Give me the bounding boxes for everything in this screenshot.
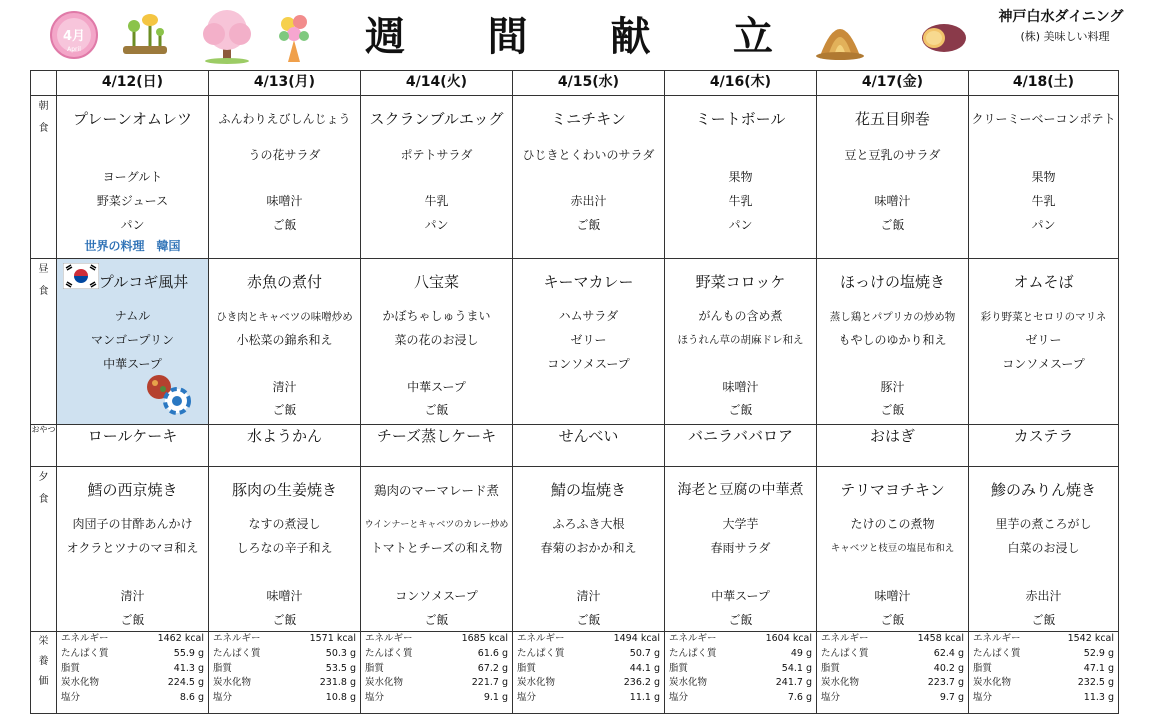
dish: ご飯	[272, 218, 297, 233]
nutrition-energy: エネルギー 1685 kcal	[365, 633, 508, 645]
lunch-cell	[969, 259, 1119, 424]
page-title	[355, 8, 785, 58]
lunch-cell	[361, 259, 513, 424]
date-header: 4/13(月)	[209, 71, 361, 96]
snack-cell: チーズ蒸しケーキ	[361, 424, 513, 466]
nutrition-cell	[361, 632, 513, 714]
dish: もやしのゆかり和え	[838, 333, 947, 348]
dish: パン	[728, 218, 753, 233]
nutrition-fat: 脂質 44.1 g	[517, 662, 660, 674]
main-dish: ミニチキン	[551, 110, 626, 129]
nutrition-protein: たんぱく質 50.7 g	[517, 647, 660, 659]
main-dish: 鯵のみりん焼き	[990, 481, 1096, 500]
nutrition-row	[31, 632, 1119, 714]
dish: 清汁	[272, 380, 297, 395]
dish: ご飯	[120, 613, 145, 628]
date-row	[31, 71, 1119, 96]
dish: ひじきとくわいのサラダ	[522, 148, 655, 163]
dish: トマトとチーズの和え物	[370, 541, 503, 556]
dinner-cell	[817, 467, 969, 632]
main-dish: プルコギ風丼	[98, 273, 189, 292]
nutrition-carb: 炭水化物 223.7 g	[821, 677, 964, 689]
dish: 味噌汁	[266, 589, 303, 604]
dish: ほうれん草の胡麻ドレ和え	[677, 334, 804, 347]
dish: ご飯	[424, 613, 449, 628]
dish: 果物	[728, 170, 753, 185]
dish: たけのこの煮物	[850, 517, 935, 532]
lunch-cell	[209, 259, 361, 424]
nutrition-energy: エネルギー 1494 kcal	[517, 633, 660, 645]
month-badge-icon	[48, 10, 100, 60]
bamboo-shoot-icon	[812, 8, 868, 60]
main-dish: ミートボール	[695, 110, 786, 129]
dish: ご飯	[1031, 613, 1056, 628]
dinner-cell	[361, 467, 513, 632]
nutrition-fat: 脂質 54.1 g	[669, 662, 812, 674]
dish: パン	[424, 218, 449, 233]
dish: ご飯	[576, 613, 601, 628]
dish: ウインナーとキャベツのカレー炒め	[364, 520, 509, 531]
dish: ハムサラダ	[558, 309, 619, 324]
nutrition-salt: 塩分 9.7 g	[821, 691, 964, 703]
nutrition-fat: 脂質 47.1 g	[973, 662, 1114, 674]
dish: 彩り野菜とセロリのマリネ	[980, 311, 1107, 324]
month-badge-text: 4月	[62, 29, 86, 44]
dish: 果物	[1031, 170, 1056, 185]
main-dish: 豚肉の生姜焼き	[231, 481, 337, 500]
main-dish: 赤魚の煮付	[246, 273, 322, 292]
date-header: 4/17(金)	[817, 71, 969, 96]
main-dish: 花五目卵巻	[854, 110, 930, 129]
main-dish: オムそば	[1013, 273, 1074, 292]
dish: 中華スープ	[407, 380, 466, 395]
dish: ご飯	[424, 403, 449, 418]
date-header: 4/18(土)	[969, 71, 1119, 96]
title-char: 立	[732, 13, 775, 60]
dinner-cell	[57, 467, 209, 632]
dish: 中華スープ	[103, 357, 162, 372]
breakfast-cell	[969, 96, 1119, 259]
bibimbap-icon	[143, 371, 195, 417]
dish: ふろふき大根	[552, 517, 625, 532]
nutrition-carb: 炭水化物 221.7 g	[365, 677, 508, 689]
main-dish: テリマヨチキン	[840, 481, 945, 500]
dish: 白菜のお浸し	[1007, 541, 1080, 556]
nutrition-protein: たんぱく質 55.9 g	[61, 647, 204, 659]
snack-cell: バニラババロア	[665, 424, 817, 466]
breakfast-cell	[361, 96, 513, 259]
dish: かぼちゃしゅうまい	[382, 309, 491, 324]
main-dish: スクランブルエッグ	[369, 110, 504, 129]
snack-label: おやつ	[31, 424, 57, 466]
dish: 里芋の煮ころがし	[995, 517, 1092, 532]
dish: 春雨サラダ	[710, 541, 771, 556]
breakfast-cell	[513, 96, 665, 259]
dish: ご飯	[272, 613, 297, 628]
nutrition-protein: たんぱく質 52.9 g	[973, 647, 1114, 659]
dish: ご飯	[728, 403, 753, 418]
dish: コンソメスープ	[547, 357, 630, 372]
nutrition-fat: 脂質 67.2 g	[365, 662, 508, 674]
dish: ポテトサラダ	[400, 148, 473, 163]
nutrition-cell	[817, 632, 969, 714]
nutrition-energy: エネルギー 1604 kcal	[669, 633, 812, 645]
dish: 菜の花のお浸し	[394, 333, 479, 348]
corner-cell	[31, 71, 57, 96]
nutrition-energy: エネルギー 1542 kcal	[973, 633, 1114, 645]
breakfast-cell	[817, 96, 969, 259]
dinner-cell	[969, 467, 1119, 632]
nutrition-salt: 塩分 9.1 g	[365, 691, 508, 703]
dish: マンゴープリン	[91, 333, 174, 348]
dish: ご飯	[880, 218, 905, 233]
nutrition-cell	[665, 632, 817, 714]
snack-cell: ロールケーキ	[57, 424, 209, 466]
dish: ご飯	[728, 613, 753, 628]
dish: 豆と豆乳のサラダ	[844, 148, 941, 163]
date-header: 4/12(日)	[57, 71, 209, 96]
dish: 清汁	[576, 589, 601, 604]
nutrition-carb: 炭水化物 241.7 g	[669, 677, 812, 689]
dish: しろなの辛子和え	[236, 541, 333, 556]
title-char: 週	[365, 13, 407, 60]
dish: 清汁	[120, 589, 145, 604]
main-dish: 海老と豆腐の中華煮	[677, 482, 804, 499]
nutrition-carb: 炭水化物 236.2 g	[517, 677, 660, 689]
dish: 牛乳	[728, 194, 753, 209]
snack-cell: せんべい	[513, 424, 665, 466]
breakfast-cell	[665, 96, 817, 259]
dish: 味噌汁	[874, 589, 911, 604]
snack-cell: おはぎ	[817, 424, 969, 466]
dish: ご飯	[576, 218, 601, 233]
nutrition-fat: 脂質 41.3 g	[61, 662, 204, 674]
dish: 小松菜の錦糸和え	[236, 333, 333, 348]
date-header: 4/14(火)	[361, 71, 513, 96]
nutrition-energy: エネルギー 1571 kcal	[213, 633, 356, 645]
nutrition-salt: 塩分 11.1 g	[517, 691, 660, 703]
weekly-menu-table	[30, 70, 1119, 714]
nutrition-fat: 脂質 53.5 g	[213, 662, 356, 674]
brand-name: 神戸白水ダイニング	[998, 9, 1124, 25]
dish: 牛乳	[424, 194, 449, 209]
dish: 春菊のおかか和え	[540, 541, 637, 556]
lunch-label: 昼 食	[31, 259, 57, 424]
flower-bouquet-icon	[274, 10, 314, 64]
page-header	[0, 0, 1160, 70]
nutrition-label: 栄 養 価	[31, 632, 57, 714]
dinner-label: 夕 食	[31, 467, 57, 632]
snack-cell: 水ようかん	[209, 424, 361, 466]
dish: キャベツと枝豆の塩昆布和え	[830, 543, 955, 555]
nutrition-salt: 塩分 7.6 g	[669, 691, 812, 703]
nutrition-energy: エネルギー 1462 kcal	[61, 633, 204, 645]
main-dish: 鶏肉のマーマレード煮	[373, 483, 499, 499]
dish: 野菜ジュース	[96, 194, 169, 209]
sweet-potato-icon	[918, 16, 968, 58]
dish: オクラとツナのマヨ和え	[66, 541, 199, 556]
snack-cell: カステラ	[969, 424, 1119, 466]
dish: コンソメスープ	[395, 589, 478, 604]
main-dish: 鯖の塩焼き	[550, 481, 626, 500]
nutrition-protein: たんぱく質 49 g	[669, 647, 812, 659]
lunch-cell	[665, 259, 817, 424]
dish: コンソメスープ	[1002, 357, 1085, 372]
nutrition-protein: たんぱく質 62.4 g	[821, 647, 964, 659]
main-dish: プレーンオムレツ	[72, 110, 193, 129]
main-dish: クリーミーベーコンポテト	[971, 112, 1116, 127]
breakfast-row	[31, 96, 1119, 259]
main-dish: 鱈の西京焼き	[87, 481, 178, 500]
dinner-cell	[513, 467, 665, 632]
dish: ひき肉とキャベツの味噌炒め	[216, 311, 353, 324]
dish: 中華スープ	[711, 589, 770, 604]
nutrition-energy: エネルギー 1458 kcal	[821, 633, 964, 645]
dish: パン	[120, 218, 145, 233]
dish: うの花サラダ	[248, 148, 321, 163]
dish: ナムル	[114, 309, 151, 324]
main-dish: 野菜コロッケ	[695, 273, 786, 292]
nutrition-protein: たんぱく質 50.3 g	[213, 647, 356, 659]
nutrition-carb: 炭水化物 231.8 g	[213, 677, 356, 689]
dish: ヨーグルト	[102, 170, 163, 185]
dish: 蒸し鶏とパプリカの炒め物	[829, 311, 956, 324]
cherry-tree-icon	[196, 6, 258, 64]
dish: 牛乳	[1031, 194, 1056, 209]
nutrition-cell	[209, 632, 361, 714]
month-badge-sub: April	[67, 46, 81, 53]
dish: 味噌汁	[874, 194, 911, 209]
lunch-cell-korea	[57, 259, 209, 424]
sprout-icon	[120, 8, 170, 58]
dinner-row	[31, 467, 1119, 632]
dish: 赤出汁	[1025, 589, 1062, 604]
nutrition-cell	[969, 632, 1119, 714]
lunch-row	[31, 259, 1119, 424]
date-header: 4/16(木)	[665, 71, 817, 96]
dinner-cell	[209, 467, 361, 632]
nutrition-salt: 塩分 10.8 g	[213, 691, 356, 703]
dish: 豚汁	[880, 380, 905, 395]
dish: 赤出汁	[570, 194, 607, 209]
dish: ご飯	[880, 403, 905, 418]
breakfast-cell	[57, 96, 209, 259]
dinner-cell	[665, 467, 817, 632]
nutrition-protein: たんぱく質 61.6 g	[365, 647, 508, 659]
world-cuisine-note: 世界の料理 韓国	[84, 239, 181, 254]
nutrition-salt: 塩分 8.6 g	[61, 691, 204, 703]
nutrition-cell	[57, 632, 209, 714]
breakfast-cell	[209, 96, 361, 259]
dish: ご飯	[880, 613, 905, 628]
snack-row	[31, 424, 1119, 466]
breakfast-label: 朝 食	[31, 96, 57, 259]
nutrition-cell	[513, 632, 665, 714]
main-dish: キーマカレー	[543, 273, 634, 292]
main-dish: ふんわりえびしんじょう	[218, 112, 351, 127]
nutrition-fat: 脂質 40.2 g	[821, 662, 964, 674]
dish: 大学芋	[722, 517, 759, 532]
title-char: 間	[487, 13, 530, 60]
dish: ご飯	[272, 403, 297, 418]
title-char: 献	[610, 13, 653, 60]
main-dish: 八宝菜	[413, 273, 459, 292]
nutrition-carb: 炭水化物 232.5 g	[973, 677, 1114, 689]
dish: ゼリー	[570, 333, 607, 348]
date-header: 4/15(水)	[513, 71, 665, 96]
dish: がんもの含め煮	[698, 309, 783, 324]
dish: ゼリー	[1025, 333, 1062, 348]
nutrition-carb: 炭水化物 224.5 g	[61, 677, 204, 689]
brand-subtitle: (株) 美味しい料理	[1020, 30, 1110, 43]
lunch-cell	[817, 259, 969, 424]
nutrition-salt: 塩分 11.3 g	[973, 691, 1114, 703]
main-dish: ほっけの塩焼き	[839, 273, 945, 292]
lunch-cell	[513, 259, 665, 424]
dish: 味噌汁	[722, 380, 759, 395]
dish: 味噌汁	[266, 194, 303, 209]
dish: パン	[1031, 218, 1056, 233]
dish: 肉団子の甘酢あんかけ	[72, 517, 193, 532]
dish: なすの煮浸し	[248, 517, 321, 532]
